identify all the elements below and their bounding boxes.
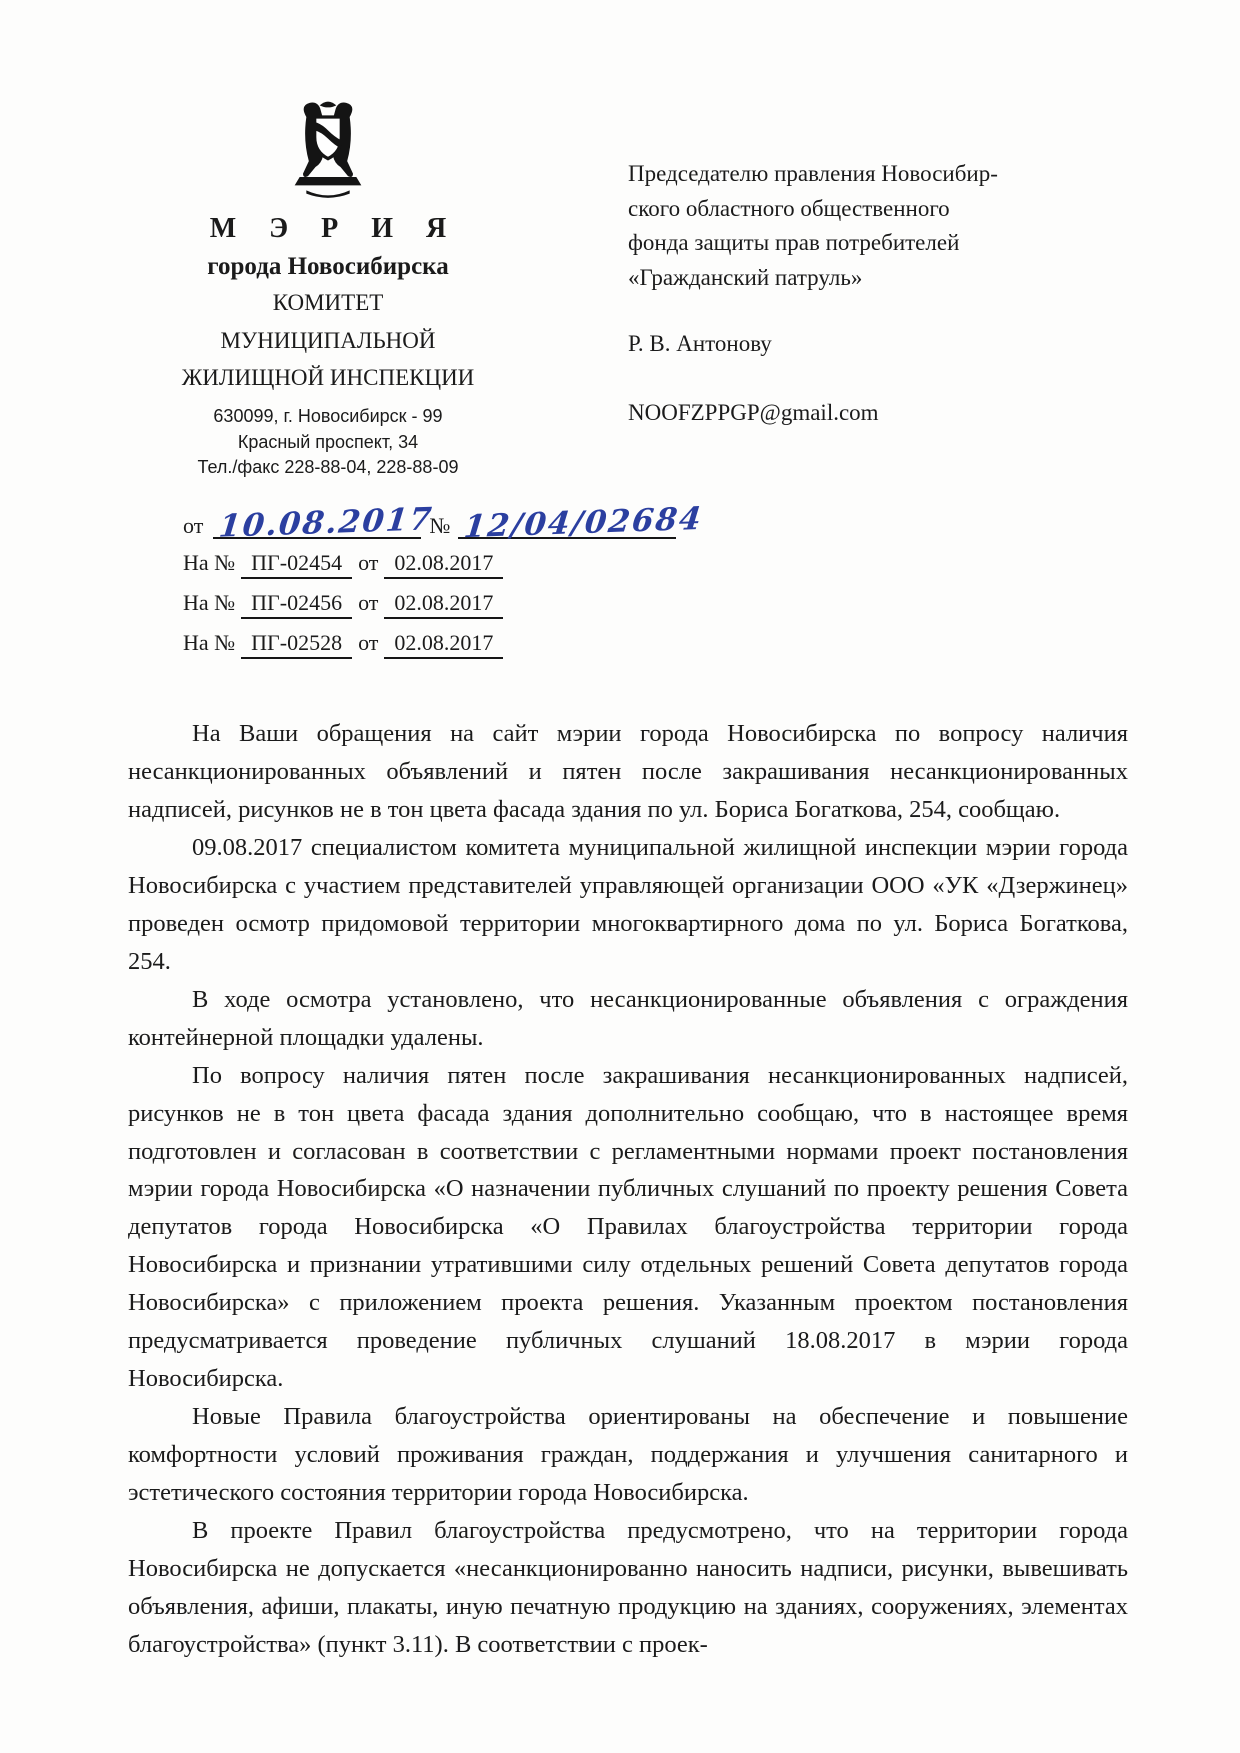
- coat-of-arms-icon: [278, 95, 378, 199]
- org-name: М Э Р И Я: [209, 213, 460, 244]
- recipient-email: NOOFZPPGP@gmail.com: [628, 399, 879, 425]
- outgoing-number-label: №: [429, 512, 451, 538]
- dept-line-1: КОМИТЕТ: [272, 290, 384, 315]
- ref-date: 02.08.2017: [384, 630, 503, 659]
- ref-prefix-label: На №: [183, 629, 236, 655]
- recipient-block: [628, 95, 1128, 430]
- reference-row: [128, 590, 528, 619]
- body-paragraph: 09.08.2017 специалистом комитета муниципальной жилищной инспекции мэрии города Новосибирска с участием представителей управляющей организации ООО «УК «Дзержинец» проведен осмотр придомовой территории многоквартирного дома по ул. Бориса Богаткова, 254.: [128, 833, 1128, 975]
- recipient-address-line: Председателю правления Новосибир-: [628, 161, 998, 186]
- handwritten-number: 12/04/02684: [462, 500, 705, 546]
- body-paragraph: На Ваши обращения на сайт мэрии города Новосибирска по вопросу наличия несанкционированных объявлений и пятен после закрашивания несанкционированных надписей, рисунков не в тон цвета фасада здания по ул. Бориса Богаткова, 254, сообщаю.: [128, 719, 1128, 823]
- body-paragraph: В ходе осмотра установлено, что несанкционированные объявления с ограждения контейнерной площадки удалены.: [128, 985, 1128, 1051]
- address-line-1: 630099, г. Новосибирск - 99: [213, 406, 443, 427]
- body-paragraph: В проекте Правил благоустройства предусмотрено, что на территории города Новосибирска не допускается «несанкционированно наносить надписи, рисунки, вывешивать объявления, афиши, плакаты, иную печатную продукцию на зданиях, сооружениях, элементах благоустройства» (пункт 3.11). В соответствии с проек-: [128, 1517, 1128, 1659]
- address-line-3: Тел./факс 228-88-04, 228-88-09: [197, 457, 459, 478]
- ref-prefix-label: На №: [183, 589, 236, 615]
- ref-number: ПГ-02456: [241, 590, 352, 619]
- ref-number: ПГ-02528: [241, 630, 352, 659]
- ref-number: ПГ-02454: [241, 550, 352, 579]
- outgoing-date-underline: [213, 501, 436, 545]
- recipient-address-line: «Гражданский патруль»: [628, 264, 863, 290]
- recipient-address: [628, 157, 1128, 295]
- outgoing-line: [128, 500, 705, 546]
- dept-line-2: МУНИЦИПАЛЬНОЙ: [220, 327, 436, 353]
- ref-prefix-label: На №: [183, 549, 236, 575]
- recipient-name: Р. В. Антонову: [628, 331, 772, 356]
- ref-from-label: от: [358, 589, 379, 615]
- body-paragraph: По вопросу наличия пятен после закрашивания несанкционированных надписей, рисунков не в тон цвета фасада здания дополнительно сообщаю, что в настоящее время подготовлен и согласован в соответствии с регламентными нормами проект постановления мэрии города Новосибирска «О назначении публичных слушаний по проекту решения Совета депутатов города Новосибирска «О Правилах благоустройства территории города Новосибирска и признании утратившими силу отдельных решений Совета депутатов города Новосибирска» с приложением проекта решения. Указанным проектом постановления предусматривается проведение публичных слушаний 18.08.2017 в мэрии города Новосибирска.: [128, 1061, 1128, 1393]
- ref-from-label: от: [358, 549, 379, 575]
- org-name-city: города Новосибирска: [207, 253, 449, 280]
- outgoing-number-underline: [458, 500, 705, 546]
- address-line-2: Красный проспект, 34: [237, 431, 419, 452]
- recipient-address-line: ского областного общественного: [628, 195, 950, 221]
- letter-body: [128, 715, 1128, 1664]
- ref-date: 02.08.2017: [384, 550, 503, 579]
- emblem-wrap: [128, 95, 528, 199]
- handwritten-date: 10.08.2017: [217, 501, 436, 545]
- outgoing-from-label: от: [183, 512, 204, 538]
- ref-from-label: от: [358, 629, 379, 655]
- ref-date: 02.08.2017: [384, 590, 503, 619]
- reference-row: [128, 630, 528, 659]
- recipient-address-line: фонда защиты прав потребителей: [628, 230, 960, 255]
- letter-header: [128, 95, 1128, 659]
- reference-row: [128, 550, 528, 579]
- body-paragraph: Новые Правила благоустройства ориентированы на обеспечение и повышение комфортности условий проживания граждан, поддержания и улучшения санитарного и эстетического состояния территории города Новосибирска.: [128, 1403, 1128, 1507]
- dept-line-3: ЖИЛИЩНОЙ ИНСПЕКЦИИ: [181, 365, 475, 391]
